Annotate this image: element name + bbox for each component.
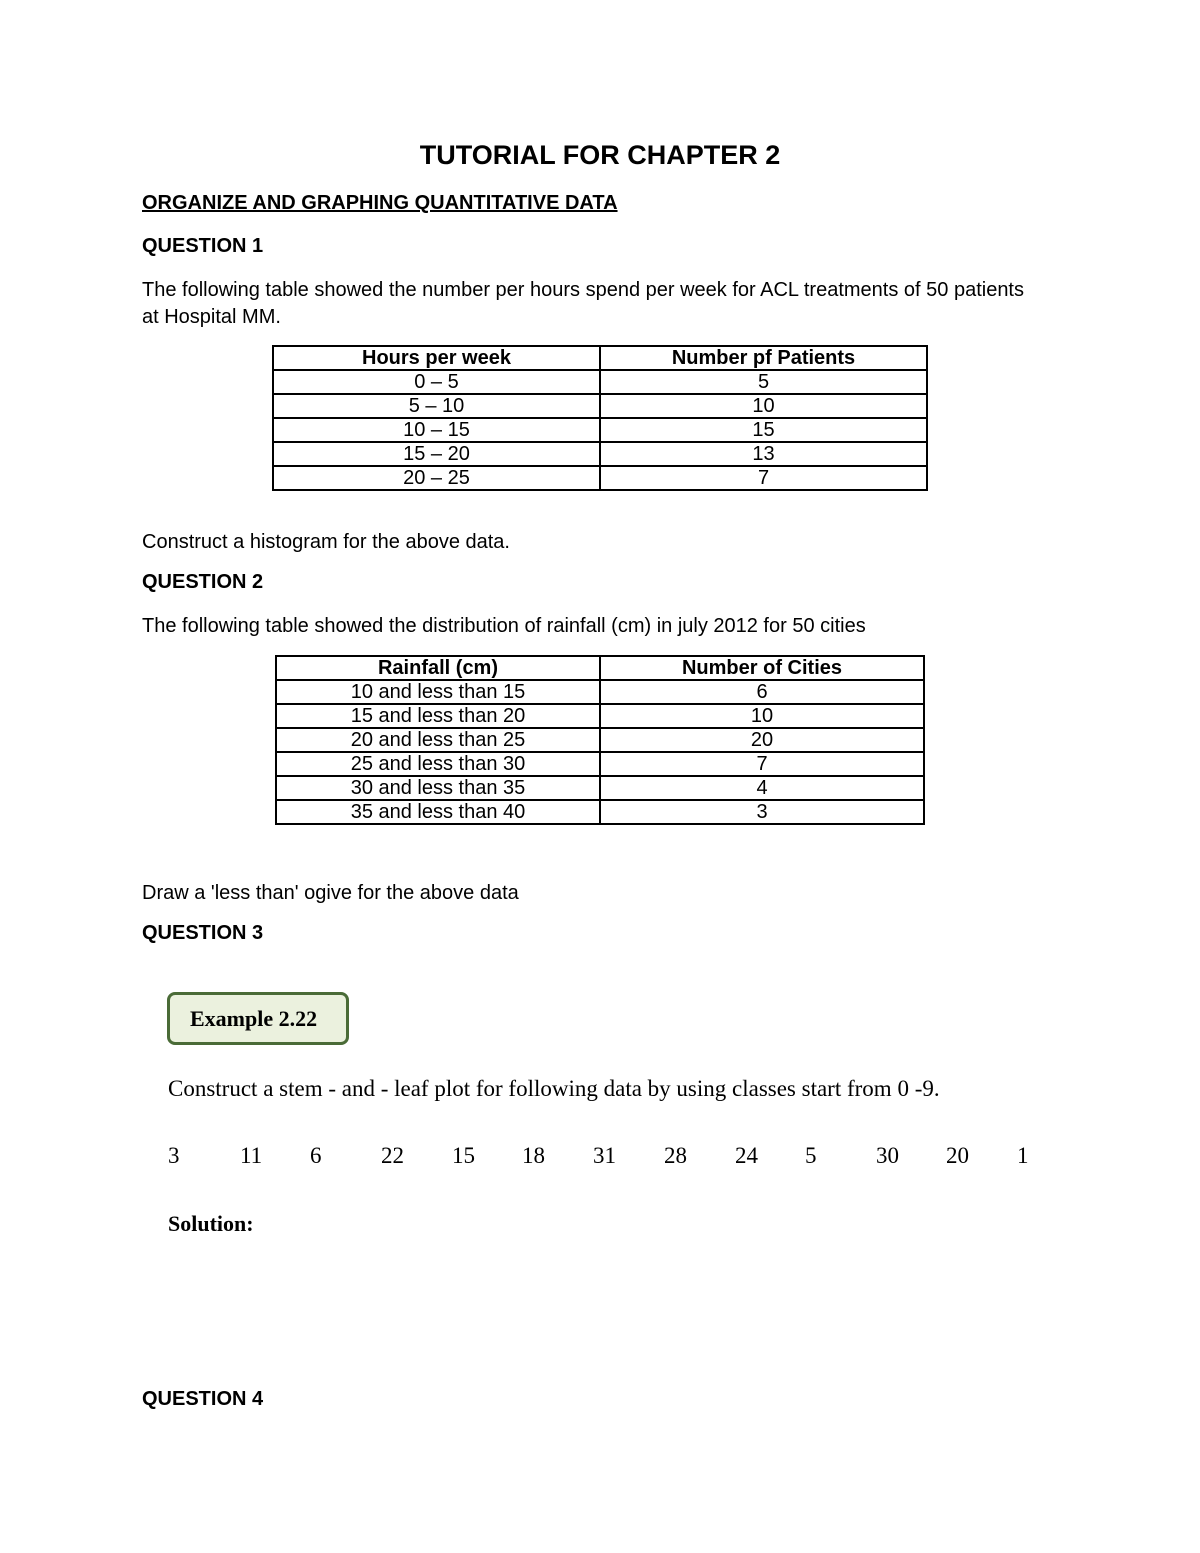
stem-leaf-instruction: Construct a stem - and - leaf plot for following data by using classes start from 0 -9. bbox=[168, 1076, 940, 1101]
data-number: 6 bbox=[310, 1143, 322, 1168]
table-cell: 5 bbox=[600, 370, 927, 394]
table-cell: 10 and less than 15 bbox=[276, 680, 600, 704]
table-header-cell: Rainfall (cm) bbox=[276, 656, 600, 680]
table-row bbox=[276, 704, 924, 728]
table-row bbox=[276, 800, 924, 824]
table-row bbox=[273, 418, 927, 442]
table-cell: 7 bbox=[600, 752, 924, 776]
table-row bbox=[273, 370, 927, 394]
table-header-cell: Hours per week bbox=[273, 346, 600, 370]
data-number: 18 bbox=[522, 1143, 545, 1168]
table-cell: 7 bbox=[600, 466, 927, 490]
question-2-heading: QUESTION 2 bbox=[142, 571, 264, 593]
data-number: 31 bbox=[593, 1143, 616, 1168]
solution-label: Solution: bbox=[168, 1211, 254, 1236]
section-subtitle: ORGANIZE AND GRAPHING QUANTITATIVE DATA bbox=[142, 192, 618, 214]
table-cell: 6 bbox=[600, 680, 924, 704]
data-number: 28 bbox=[664, 1143, 687, 1168]
example-label: Example 2.22 bbox=[190, 1005, 318, 1031]
table-cell: 15 and less than 20 bbox=[276, 704, 600, 728]
question-1-task: Construct a histogram for the above data. bbox=[142, 531, 510, 553]
table-cell: 20 bbox=[600, 728, 924, 752]
table-row bbox=[273, 442, 927, 466]
table-header-row bbox=[273, 346, 927, 370]
data-number: 11 bbox=[240, 1143, 263, 1168]
question-1-heading: QUESTION 1 bbox=[142, 235, 264, 257]
table-cell: 0 – 5 bbox=[273, 370, 600, 394]
data-number: 24 bbox=[735, 1143, 758, 1168]
data-number: 30 bbox=[876, 1143, 899, 1168]
table-cell: 35 and less than 40 bbox=[276, 800, 600, 824]
table-header-row bbox=[276, 656, 924, 680]
table-cell: 3 bbox=[600, 800, 924, 824]
table-cell: 15 bbox=[600, 418, 927, 442]
data-number: 20 bbox=[946, 1143, 969, 1168]
table-cell: 10 – 15 bbox=[273, 418, 600, 442]
table-cell: 5 – 10 bbox=[273, 394, 600, 418]
table-row bbox=[276, 752, 924, 776]
question-2-intro: The following table showed the distribution of rainfall (cm) in july 2012 for 50 cities bbox=[142, 615, 866, 637]
question-3-heading: QUESTION 3 bbox=[142, 922, 264, 944]
question-1-intro: The following table showed the number per hours spend per week for ACL treatments of 50 patients at Hospital MM. bbox=[142, 279, 1024, 328]
table-cell: 15 – 20 bbox=[273, 442, 600, 466]
data-number: 22 bbox=[381, 1143, 404, 1168]
table-header-cell: Number pf Patients bbox=[600, 346, 927, 370]
table-cell: 20 – 25 bbox=[273, 466, 600, 490]
data-number: 3 bbox=[168, 1143, 180, 1168]
rainfall-table bbox=[275, 655, 925, 825]
example-label-box bbox=[167, 992, 349, 1045]
table-header-cell: Number of Cities bbox=[600, 656, 924, 680]
table-row bbox=[276, 680, 924, 704]
page-title: TUTORIAL FOR CHAPTER 2 bbox=[419, 140, 781, 170]
table-row bbox=[276, 776, 924, 800]
hours-table bbox=[272, 345, 928, 491]
data-number: 1 bbox=[1017, 1143, 1029, 1168]
data-number: 15 bbox=[452, 1143, 475, 1168]
question-4-heading: QUESTION 4 bbox=[142, 1388, 264, 1410]
table-cell: 10 bbox=[600, 704, 924, 728]
table-row bbox=[273, 394, 927, 418]
table-cell: 10 bbox=[600, 394, 927, 418]
question-2-task: Draw a 'less than' ogive for the above data bbox=[142, 882, 519, 904]
data-number: 5 bbox=[805, 1143, 817, 1168]
table-cell: 13 bbox=[600, 442, 927, 466]
table-cell: 4 bbox=[600, 776, 924, 800]
table-cell: 20 and less than 25 bbox=[276, 728, 600, 752]
table-row bbox=[276, 728, 924, 752]
table-cell: 25 and less than 30 bbox=[276, 752, 600, 776]
table-row bbox=[273, 466, 927, 490]
table-cell: 30 and less than 35 bbox=[276, 776, 600, 800]
